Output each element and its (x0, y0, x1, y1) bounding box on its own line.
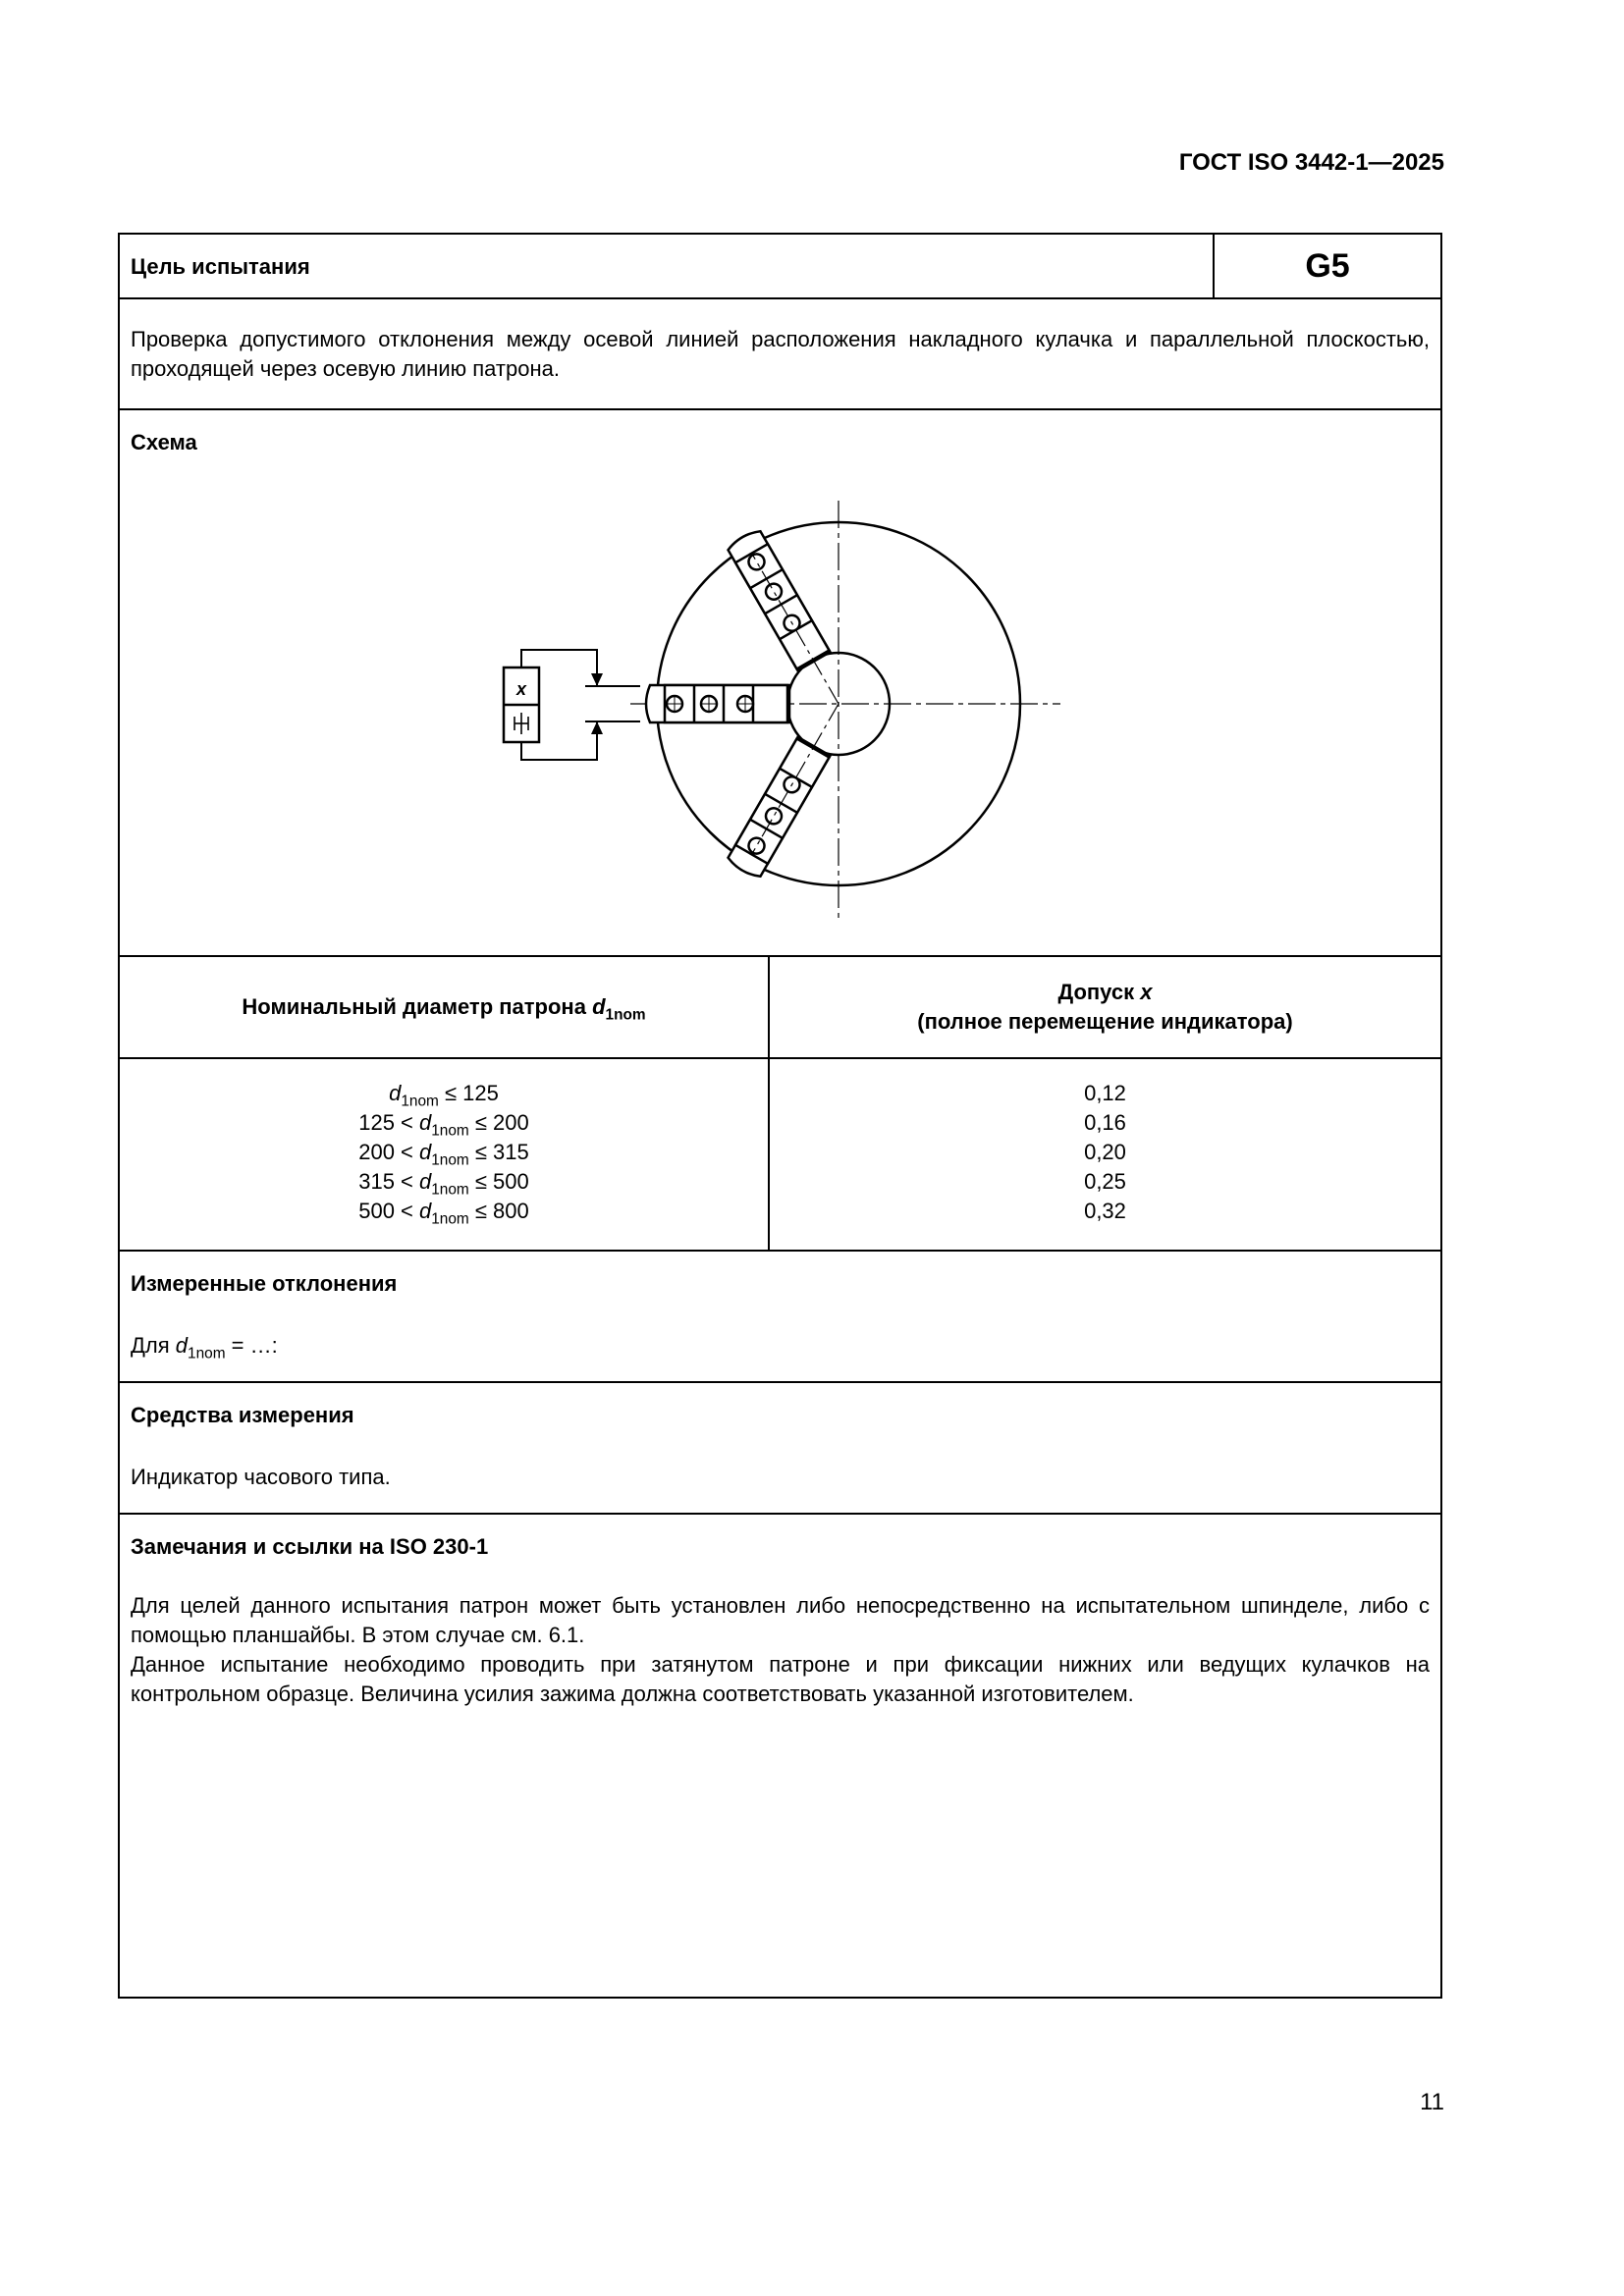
remarks-text (131, 1591, 1430, 1709)
diameter-header-text: Номинальный диаметр патрона (242, 994, 586, 1019)
tolerance-header-text: Допуск (1057, 980, 1135, 1004)
instruments-label: Средства измерения (131, 1403, 354, 1427)
diameter-range-cell: $315 < d_{1nom} \le 500$ (358, 1169, 529, 1199)
tolerance-header-row (120, 957, 1440, 1059)
measured-label: Измеренные отклонения (131, 1271, 398, 1296)
test-sheet-table (118, 233, 1442, 1999)
tolerance-column-header (770, 957, 1440, 1057)
page-number: 11 (1420, 2089, 1444, 2115)
tolerance-header-note: (полное перемещение индикатора) (917, 1009, 1293, 1034)
chuck-diagram (120, 410, 1440, 955)
diameter-header-subscript: 1nom (605, 1006, 646, 1024)
indicator-arrows (591, 673, 603, 734)
standard-code: ГОСТ ISO 3442-1—2025 (1178, 149, 1444, 176)
diameter-range-cell: $500 < d_{1nom} \le 800$ (358, 1199, 529, 1228)
tolerance-values-row (120, 1059, 1440, 1252)
diameter-range-cell: $200 < d_{1nom} \le 315$ (358, 1140, 529, 1169)
test-code: G5 (1213, 235, 1440, 297)
tolerance-value-cell: 0,16 (1084, 1110, 1126, 1135)
tolerance-value-cell: 0,25 (1084, 1169, 1126, 1194)
tolerance-value-cell: 0,32 (1084, 1199, 1126, 1223)
instruments-text: Индикатор часового типа. (131, 1465, 391, 1489)
remarks-paragraph-1: Для целей данного испытания патрон может быть установлен либо непосредственно на испытательном шпинделе, либо с помощью планшайбы. В этом случае см. 6.1. (131, 1593, 1430, 1647)
purpose-header-row (120, 235, 1440, 299)
schema-row (120, 410, 1440, 957)
schema-label: Схема (131, 430, 197, 454)
tolerance-value-cell: 0,20 (1084, 1140, 1126, 1164)
measured-deviations-row (120, 1252, 1440, 1383)
instruments-row (120, 1383, 1440, 1515)
diameter-column-header (120, 957, 768, 1057)
remarks-label: Замечания и ссылки на ISO 230-1 (131, 1534, 489, 1559)
tolerance-header-symbol: x (1140, 980, 1153, 1004)
tolerance-value-list (770, 1059, 1440, 1226)
diameter-range-cell: $125 < d_{1nom} \le 200$ (358, 1110, 529, 1140)
purpose-row (120, 299, 1440, 410)
purpose-label: Цель испытания (131, 254, 310, 279)
diameter-range-list (120, 1059, 768, 1226)
tolerance-value-cell: 0,12 (1084, 1081, 1126, 1105)
remarks-paragraph-2: Данное испытание необходимо проводить при затянутом патроне и при фиксации нижних или ведущих кулачков на контрольном образце. Величина усилия зажима должна соответствовать указанной изготовителем. (131, 1652, 1430, 1706)
purpose-text: Проверка допустимого отклонения между осевой линией расположения накладного кулачка и параллельной плоскостью, проходящей через осевую линию патрона. (131, 327, 1430, 381)
diameter-header-symbol: d (592, 994, 606, 1019)
indicator-symbol: x (515, 679, 527, 699)
remarks-row (120, 1515, 1440, 1999)
diameter-range-cell: $d_{1nom} \le 125$ (389, 1081, 499, 1110)
measured-text: Для $d_{1nom}$ = …: (131, 1333, 278, 1362)
